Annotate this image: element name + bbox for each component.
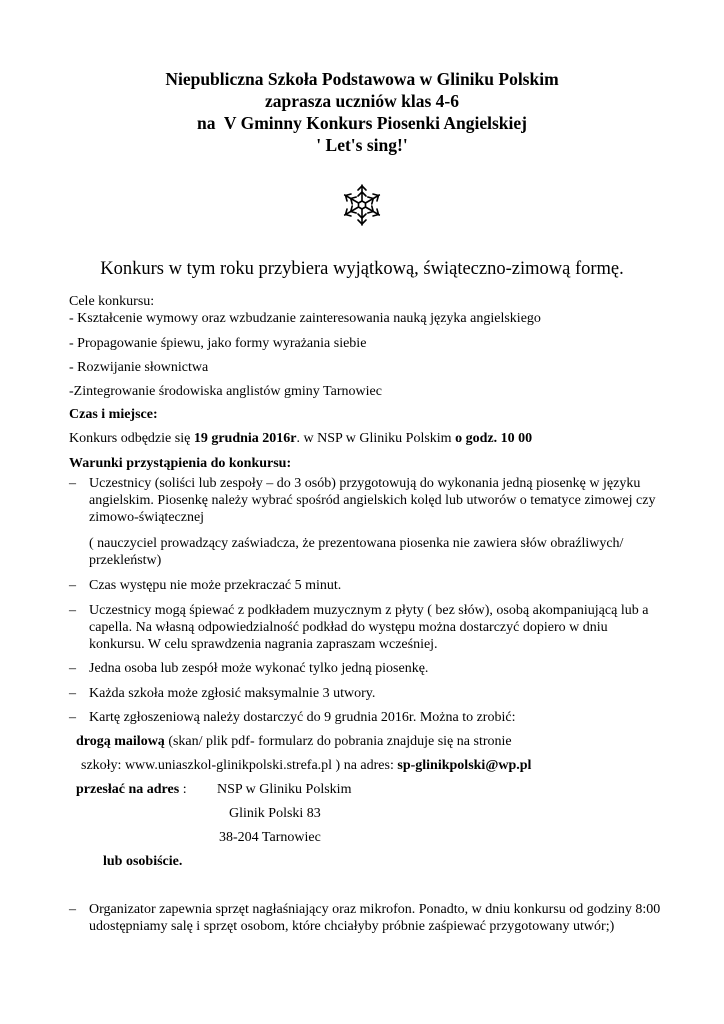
document-page: Niepubliczna Szkoła Podstawowa w Gliniku Polskim zaprasza uczniów klas 4-6 na V Gminny Konkurs Piosenki Angielskiej ' Let's sing!' Konkurs w tym roku przybiera wyjątkową, świąteczno-zimową formę. Cele konkursu: - Kształcenie wymowy oraz wzbudzanie zainteresowania nauką języka angielskiego - Propagowanie śpiewu, jako formy wyrażania siebie - Rozwijanie słownictwa -Zintegrowanie środowiska anglistów gminy Tarnowiec Czas i miejsce: Konkurs odbędzie się 19 grudnia 2016r. w NSP w Gliniku Polskim o godz. 10 00 Warunki przystąpienia do konkursu: – Uczestnicy (soliści lub zespoły – do 3 osób) przygotowują do wykonania jedną piosenkę w języku angielskim. Piosenkę należy wybrać spośród angielskich kolęd lub utworów o tematyce zimowej czy zimowo-świątecznej ( nauczyciel prowadzący zaświadcza, że prezentowana piosenka nie zawiera słów obraźliwych/ przekleństw) – Czas występu nie może przekraczać 5 minut. – Uczestnicy mogą śpiewać z podkładem muzycznym z płyty ( bez słów), osobą akompaniującą lub a capella. Na własną odpowiedzialność podkład do występu można dostarczyć dopiero w dniu konkursu. W celu sprawdzenia nagrania zapraszam wcześniej. – Jedna osoba lub zespół może wykonać tylko jedną piosenkę. – Każda szkoła może zgłosić maksymalnie 3 utwory. – Kartę zgłoszeniową należy dostarczyć do 9 grudnia 2016r. Można to zrobić: drogą mailową (skan/ plik pdf- formularz do pobrania znajduje się na stronie szkoły: www.uniaszkol-glinikpolski.strefa.pl ) na adres: sp-glinikpolski@wp.pl przesłać na adres : NSP w Gliniku Polskim Glinik Polski 83 38-204 Tarnowiec lub osobiście. – Organizator zapewnia sprzęt nagłaśniający oraz mikrofon. Ponadto, w dniu konkursu od godziny 8:00 udostępniamy salę i sprzęt osobom, które chciałyby próbnie zaśpiewać przygotowany utwór;) xyxy=(0,0,724,1024)
goal-item: - Rozwijanie słownictwa xyxy=(69,360,209,375)
title-line-2: zaprasza uczniów klas 4-6 xyxy=(265,91,459,111)
email-address: sp-glinikpolski@wp.pl xyxy=(397,758,532,773)
delivery-site-line: szkoły: www.uniaszkol-glinikpolski.strefa.pl ) na adres: sp-glinikpolski@wp.pl xyxy=(81,758,532,773)
conditions-heading: Warunki przystąpienia do konkursu: xyxy=(69,456,292,471)
organizer-note: Organizator zapewnia sprzęt nagłaśniający oraz mikrofon. Ponadto, w dniu konkursu od godziny 8:00 udostępniamy salę i sprzęt osobom, które chciałyby próbnie zaśpiewać przygotowany utwór;) xyxy=(89,902,661,934)
goal-item: - Propagowanie śpiewu, jako formy wyrażania siebie xyxy=(69,336,367,351)
contest-time: o godz. 10 00 xyxy=(455,431,533,446)
condition-entry-form: Kartę zgłoszeniową należy dostarczyć do 9 grudnia 2016r. Można to zrobić: xyxy=(89,710,516,725)
condition-accompaniment: Uczestnicy mogą śpiewać z podkładem muzycznym z płyty ( bez słów), osobą akompaniującą lub a capella. Na własną odpowiedzialność podkład do występu można dostarczyć dopiero w dniu konkursu. W celu sprawdzenia nagrania zapraszam wcześniej. xyxy=(89,603,649,652)
goals-heading: Cele konkursu: xyxy=(69,294,155,309)
contest-date: 19 grudnia 2016r xyxy=(193,431,297,446)
address-line-1: NSP w Gliniku Polskim xyxy=(217,782,352,797)
delivery-personal: lub osobiście. xyxy=(103,854,183,869)
condition-one-song: Jedna osoba lub zespół może wykonać tylko jedną piosenkę. xyxy=(89,661,429,676)
condition-max-songs: Każda szkoła może zgłosić maksymalnie 3 utwory. xyxy=(89,686,376,701)
contest-subtitle: Konkurs w tym roku przybiera wyjątkową, świąteczno-zimową formę. xyxy=(100,259,624,279)
title-line-3: na V Gminny Konkurs Piosenki Angielskiej xyxy=(197,113,527,133)
email-label: drogą mailową xyxy=(76,734,165,749)
condition-note: ( nauczyciel prowadzący zaświadcza, że prezentowana piosenka nie zawiera słów obraźliwych/ przekleństw) xyxy=(89,536,624,568)
time-place-text: Konkurs odbędzie się 19 grudnia 2016r. w NSP w Gliniku Polskim o godz. 10 00 xyxy=(69,431,533,446)
time-place-heading: Czas i miejsce: xyxy=(69,407,158,422)
address-line-3: 38-204 Tarnowiec xyxy=(219,830,321,845)
condition-duration: Czas występu nie może przekraczać 5 minut. xyxy=(89,578,342,593)
delivery-post-line: przesłać na adres : xyxy=(76,782,187,797)
title-line-4: ' Let's sing!' xyxy=(316,135,408,155)
document-title xyxy=(0,68,724,156)
address-line-2: Glinik Polski 83 xyxy=(229,806,321,821)
goal-item: -Zintegrowanie środowiska anglistów gminy Tarnowiec xyxy=(69,384,382,399)
condition-participants: Uczestnicy (soliści lub zespoły – do 3 osób) przygotowują do wykonania jedną piosenkę w języku angielskim. Piosenkę należy wybrać spośród angielskich kolęd lub utworów o tematyce zimowej czy zimowo-świątecznej xyxy=(89,476,656,525)
post-label: przesłać na adres xyxy=(76,782,180,797)
title-line-1: Niepubliczna Szkoła Podstawowa w Gliniku Polskim xyxy=(165,69,559,89)
delivery-email-line: drogą mailową (skan/ plik pdf- formularz do pobrania znajduje się na stronie xyxy=(76,734,512,749)
goal-item: - Kształcenie wymowy oraz wzbudzanie zainteresowania nauką języka angielskiego xyxy=(69,311,541,326)
snowflake-icon xyxy=(340,180,384,230)
